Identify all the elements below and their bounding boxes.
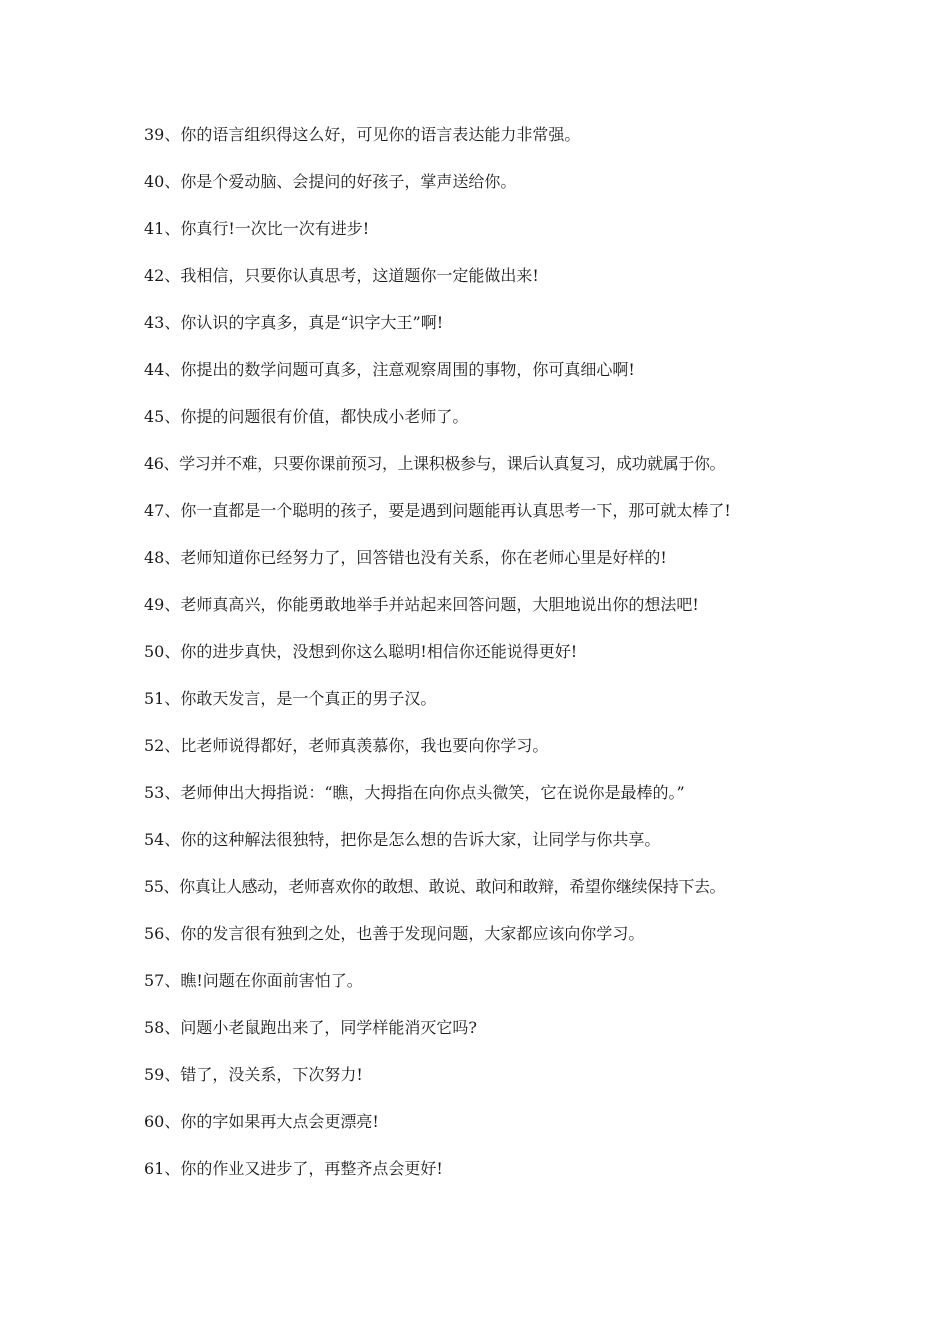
list-item: 54、你的这种解法很独特，把你是怎么想的告诉大家，让同学与你共享。 bbox=[144, 830, 661, 849]
list-item: 60、你的字如果再大点会更漂亮! bbox=[144, 1112, 379, 1131]
list-item: 53、老师伸出大拇指说：“瞧，大拇指在向你点头微笑，它在说你是最棒的。” bbox=[144, 783, 685, 802]
list-item: 55、你真让人感动，老师喜欢你的敢想、敢说、敢问和敢辩，希望你继续保持下去。 bbox=[144, 877, 726, 896]
list-item: 46、学习并不难，只要你课前预习，上课积极参与，课后认真复习，成功就属于你。 bbox=[144, 454, 726, 473]
list-item: 43、你认识的字真多，真是“识字大王”啊! bbox=[144, 313, 444, 332]
list-item: 40、你是个爱动脑、会提问的好孩子，掌声送给你。 bbox=[144, 172, 517, 191]
document-body bbox=[144, 123, 812, 1204]
list-item: 47、你一直都是一个聪明的孩子，要是遇到问题能再认真思考一下，那可就太棒了! bbox=[144, 501, 731, 520]
list-item: 59、错了，没关系，下次努力! bbox=[144, 1065, 363, 1084]
list-item: 58、问题小老鼠跑出来了，同学样能消灭它吗? bbox=[144, 1018, 477, 1037]
list-item: 52、比老师说得都好，老师真羡慕你，我也要向你学习。 bbox=[144, 736, 549, 755]
list-item: 61、你的作业又进步了，再整齐点会更好! bbox=[144, 1159, 443, 1178]
list-item: 49、老师真高兴，你能勇敢地举手并站起来回答问题，大胆地说出你的想法吧! bbox=[144, 595, 699, 614]
list-item: 50、你的进步真快，没想到你这么聪明!相信你还能说得更好! bbox=[144, 642, 578, 661]
list-item: 44、你提出的数学问题可真多，注意观察周围的事物，你可真细心啊! bbox=[144, 360, 635, 379]
list-item: 51、你敢天发言，是一个真正的男子汉。 bbox=[144, 689, 437, 708]
list-item: 39、你的语言组织得这么好，可见你的语言表达能力非常强。 bbox=[144, 125, 581, 144]
list-item: 41、你真行!一次比一次有进步! bbox=[144, 219, 370, 238]
list-item: 45、你提的问题很有价值，都快成小老师了。 bbox=[144, 407, 469, 426]
list-item: 56、你的发言很有独到之处，也善于发现问题，大家都应该向你学习。 bbox=[144, 924, 645, 943]
list-item: 57、瞧!问题在你面前害怕了。 bbox=[144, 971, 363, 990]
list-item: 42、我相信，只要你认真思考，这道题你一定能做出来! bbox=[144, 266, 539, 285]
list-item: 48、老师知道你已经努力了，回答错也没有关系，你在老师心里是好样的! bbox=[144, 548, 667, 567]
